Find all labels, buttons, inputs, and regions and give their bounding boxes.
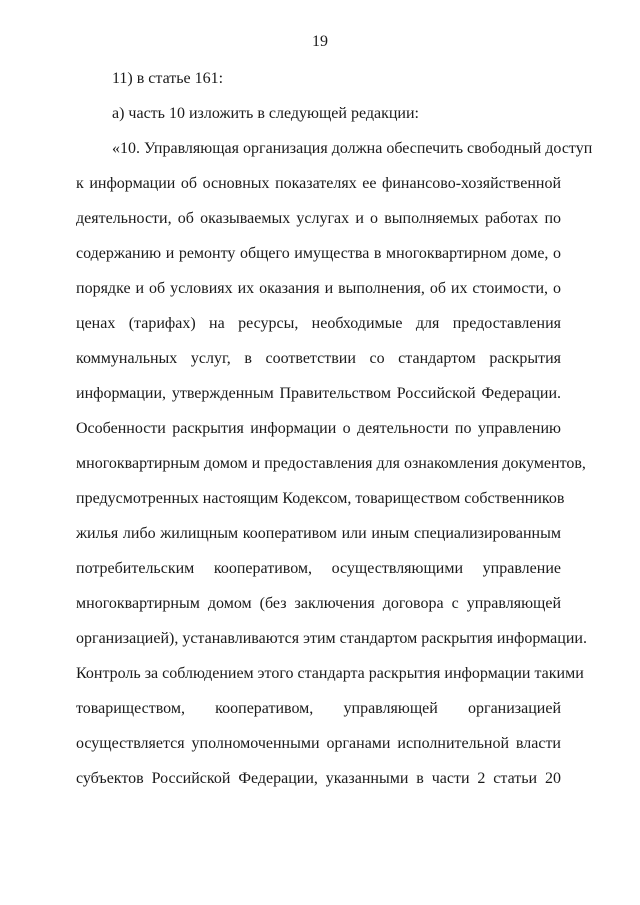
text-line: коммунальных услуг, в соответствии со стандартом раскрытия <box>76 350 561 367</box>
text-line: осуществляется уполномоченными органами исполнительной власти <box>76 735 561 752</box>
text-line: ценах (тарифах) на ресурсы, необходимые для предоставления <box>76 315 561 332</box>
text-line: Особенности раскрытия информации о деятельности по управлению <box>76 420 561 437</box>
text-line: жилья либо жилищным кооперативом или иным специализированным <box>76 525 561 542</box>
text-line: многоквартирным домом (без заключения договора с управляющей <box>76 595 561 612</box>
text-line: 11) в статье 161: <box>112 70 224 87</box>
text-line: к информации об основных показателях ее финансово-хозяйственной <box>76 175 561 192</box>
text-line: предусмотренных настоящим Кодексом, товариществом собственников <box>76 490 565 507</box>
text-line: Контроль за соблюдением этого стандарта раскрытия информации такими <box>76 665 584 682</box>
text-line: «10. Управляющая организация должна обеспечить свободный доступ <box>112 140 593 157</box>
page-number: 19 <box>312 33 328 50</box>
text-line: товариществом, кооперативом, управляющей организацией <box>76 700 561 717</box>
text-line: информации, утвержденным Правительством Российской Федерации. <box>76 385 561 402</box>
text-line: организацией), устанавливаются этим стандартом раскрытия информации. <box>76 630 587 647</box>
text-line: потребительским кооперативом, осуществляющими управление <box>76 560 561 577</box>
text-line: а) часть 10 изложить в следующей редакции: <box>112 105 419 122</box>
text-line: порядке и об условиях их оказания и выполнения, об их стоимости, о <box>76 280 561 297</box>
text-line: деятельности, об оказываемых услугах и о выполняемых работах по <box>76 210 561 227</box>
text-line: субъектов Российской Федерации, указанными в части 2 статьи 20 <box>76 770 561 787</box>
text-line: содержанию и ремонту общего имущества в многоквартирном доме, о <box>76 245 561 262</box>
text-line: многоквартирным домом и предоставления для ознакомления документов, <box>76 455 586 472</box>
